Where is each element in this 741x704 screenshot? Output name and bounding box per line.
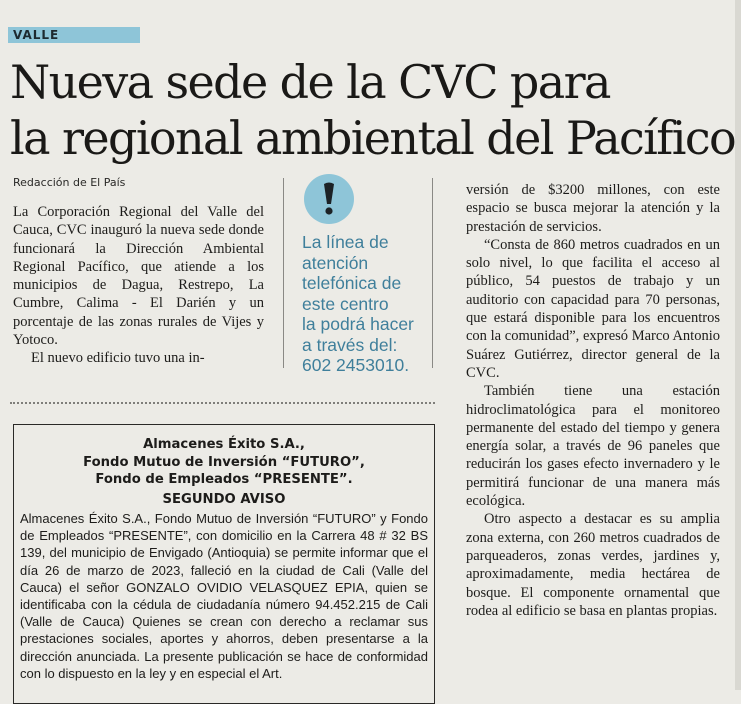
article-column-1 <box>13 203 264 368</box>
notice-body: Almacenes Éxito S.A., Fondo Mutuo de Inversión “FUTURO” y Fondo de Empleados “PRESENTE”, con domicilio en la Carrera 48 # 32 BS 139, del municipio de Envigado (Antioquia) se permite informar que el día 26 de marzo de 2023, falleció en la ciudad de Cali (Valle del Cauca) el señor GONZALO OVIDIO VELASQUEZ EPIA, quien se identificaba con la cédula de ciudadanía número 94.452.215 de Cali (Valle de Cauca) Quienes se crean con derecho a reclamar sus prestaciones sociales, aportes y ahorros, deben presentarse a la dirección anunciada. La presente publicación se hace de conformidad con lo dispuesto en la ley y en especial el Art. <box>20 511 428 681</box>
headline-line-1: Nueva sede de la CVC para <box>10 55 610 109</box>
notice-subheading: SEGUNDO AVISO <box>162 492 286 507</box>
paragraph: Otro aspecto a destacar es su amplia zona externa, con 260 metros cuadrados de parqueaderos, zonas verdes, jardines y, aproximadamente, media hectárea de bosque. El componente ornamental que rodea al edificio se basa en plantas propias. <box>466 511 720 619</box>
callout-line: La línea de <box>302 232 389 252</box>
paragraph: La Corporación Regional del Valle del Cauca, CVC inauguró la nueva sede donde funcionará la Dirección Ambiental Regional Pacífico, que atiende a los municipios de Dagua, Restrepo, La Cumbre, Calima - El Darién y un porcentaje de las zonas rurales de Vijes y Yotoco. <box>13 204 264 349</box>
paragraph: versión de $3200 millones, con este espacio se busca mejorar la atención y la prestación de servicios. <box>466 182 720 235</box>
dotted-divider <box>10 402 435 404</box>
column-rule <box>283 178 284 368</box>
headline-line-2: la regional ambiental del Pacífico <box>10 111 736 165</box>
article-column-3 <box>466 181 720 620</box>
notice-heading <box>13 436 435 489</box>
callout-line: este centro <box>302 293 389 314</box>
page-edge <box>735 0 741 690</box>
callout-line: atención <box>302 252 369 273</box>
paragraph: El nuevo edificio tuvo una in- <box>31 350 205 367</box>
headline <box>10 54 735 166</box>
paragraph: También tiene una estación hidroclimatológica para el monitoreo permanente del estado del tiempo y genera energía solar, a través de 96 paneles que reducirán los gases efecto invernadero y le permitirá funcionar de una manera más ecológica. <box>466 383 720 510</box>
notice-heading-line: Fondo de Empleados “PRESENTE”. <box>95 472 353 487</box>
exclamation-icon <box>304 174 354 224</box>
byline: Redacción de El País <box>13 176 126 189</box>
notice-heading-line: Almacenes Éxito S.A., <box>143 437 305 452</box>
section-tag: VALLE <box>8 27 140 43</box>
callout-line: la podrá hacer <box>302 314 414 334</box>
callout <box>302 232 427 376</box>
callout-line: a través del: <box>302 334 398 355</box>
callout-line: telefónica de <box>302 273 402 293</box>
column-rule <box>432 178 433 368</box>
paragraph: “Consta de 860 metros cuadrados en un solo nivel, lo que facilita el acceso al público, 54 puestos de trabajo y un auditorio con capacidad para 70 personas, que estará disponible para los encuentros con la comunidad”, expresó Marco Antonio Suárez Gutiérrez, director general de la CVC. <box>466 236 720 381</box>
notice-heading-line: Fondo Mutuo de Inversión “FUTURO”, <box>83 454 365 470</box>
callout-phone: 602 2453010. <box>302 355 410 375</box>
